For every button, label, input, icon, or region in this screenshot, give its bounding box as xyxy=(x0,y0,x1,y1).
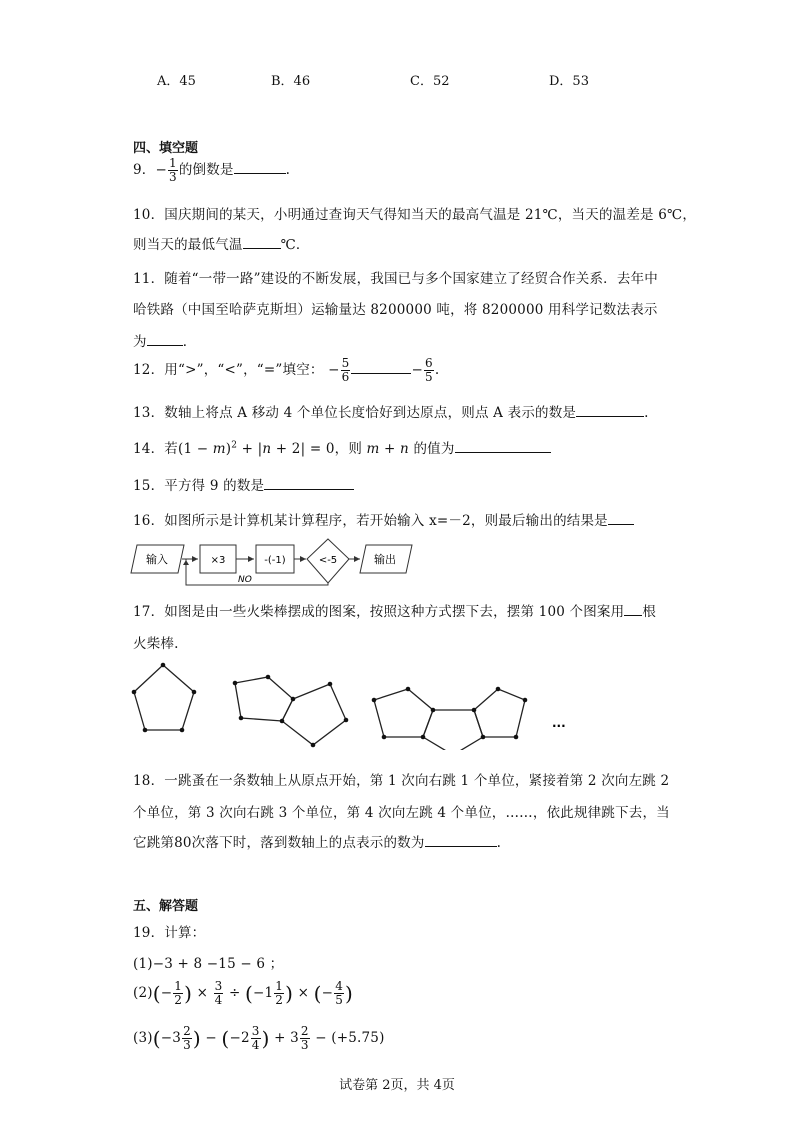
question-19-title: 19．计算： xyxy=(133,925,206,941)
answer-blank[interactable] xyxy=(576,404,644,417)
choice-b[interactable]: B．46 xyxy=(271,74,311,89)
figure-3-pentagon-left xyxy=(374,689,433,737)
question-18-line2: 个单位，第 3 次向右跳 3 个单位，第 4 次向左跳 4 个单位，……，依此规律跳下去，当 xyxy=(133,805,670,821)
flowchart xyxy=(128,534,428,588)
question-15: 15．平方得 9 的数是 xyxy=(133,474,354,494)
choice-c[interactable]: C．52 xyxy=(410,74,450,89)
answer-blank[interactable] xyxy=(147,333,183,346)
choice-d[interactable]: D．53 xyxy=(549,74,589,89)
flow-multiply-label: ×3 xyxy=(210,555,226,566)
question-13: 13．数轴上将点 A 移动 4 个单位长度恰好到达原点，则点 A 表示的数是 . xyxy=(133,405,649,421)
question-18-line3: 它跳第80次落下时，落到数轴上的点表示的数为 . xyxy=(133,835,502,851)
answer-blank[interactable] xyxy=(455,440,551,453)
question-19-part3: (3)(−3 $\frac{2}{3}$ ) − (−2 $\frac{3}{4}$ ) + 3 $\frac{2}{3}$ − (+5.75) xyxy=(133,1024,385,1052)
flow-input-label: 输入 xyxy=(146,553,168,566)
page-footer: 试卷第 2页，共 4页 xyxy=(339,1078,455,1093)
matchstick-figures xyxy=(124,655,584,750)
figure-3-pentagon-right xyxy=(474,689,525,737)
question-11-line3: 为 ． xyxy=(133,334,197,350)
section-solve-title: 五、解答题 xyxy=(133,899,199,914)
question-11-line2: 哈铁路（中国至哈萨克斯坦）运输量达 8200000 吨，将 8200000 用科学记数法表示 xyxy=(133,302,658,318)
figure-1-pentagon xyxy=(134,665,194,730)
answer-blank[interactable] xyxy=(624,603,642,616)
choice-a[interactable]: A．45 xyxy=(157,74,196,89)
answer-blank[interactable] xyxy=(351,361,411,374)
figures-ellipsis: ... xyxy=(552,716,566,730)
question-9: 9．− $\frac{1}{3}$ 的倒数是 . xyxy=(133,156,291,184)
question-14: 14．若$(1 - m)^2 + |n + 2| = 0$，则 m + n 的值为 xyxy=(133,437,551,457)
flow-condition-label: <-5 xyxy=(318,555,338,566)
figure-2-pentagon-left xyxy=(235,677,293,721)
question-16: 16．如图所示是计算机某计算程序，若开始输入 x=－2，则最后输出的结果是 xyxy=(133,509,634,529)
question-17-line1: 17．如图是由一些火柴棒摆成的图案，按照这种方式摆下去，摆第 100 个图案用 根 xyxy=(133,604,657,620)
question-11-line1: 11．随着“一带一路”建设的不断发展，我国已与多个国家建立了经贸合作关系．去年中 xyxy=(133,271,658,287)
section-fill-in-title: 四、填空题 xyxy=(133,141,199,156)
answer-blank[interactable] xyxy=(264,477,354,490)
question-19-part2: (2)(− $\frac{1}{2}$ ) × $\frac{3}{4}$ ÷ (−1 $\frac{1}{2}$ ) × (− $\frac{4}{5}$ ) xyxy=(133,979,354,1007)
answer-blank[interactable] xyxy=(608,512,634,525)
answer-blank[interactable] xyxy=(243,236,281,249)
question-19-part1: (1)−3 + 8 −15 − 6 ； xyxy=(133,956,284,972)
answer-blank[interactable] xyxy=(425,834,497,847)
question-12: 12．用“>”，“<”，“=”填空： − $\frac{5}{6}$ − $\frac{6}{5}$ . xyxy=(133,356,440,384)
figure-3-pentagon-middle xyxy=(423,710,483,750)
figure-2-pentagon-right xyxy=(282,684,346,745)
answer-blank[interactable] xyxy=(234,161,286,174)
question-17-line2: 火柴棒. xyxy=(133,636,179,652)
question-10-line1: 10．国庆期间的某天，小明通过查询天气得知当天的最高气温是 21℃，当天的温差是 6℃， xyxy=(133,207,697,223)
question-10-line2: 则当天的最低气温 ℃． xyxy=(133,237,310,253)
question-18-line1: 18．一跳蚤在一条数轴上从原点开始，第 1 次向右跳 1 个单位，紧接着第 2 次向左跳 2 xyxy=(133,773,670,789)
flow-output-label: 输出 xyxy=(374,553,396,566)
flow-no-label: NO xyxy=(238,575,252,585)
flow-subtract-label: -(-1) xyxy=(264,555,286,566)
